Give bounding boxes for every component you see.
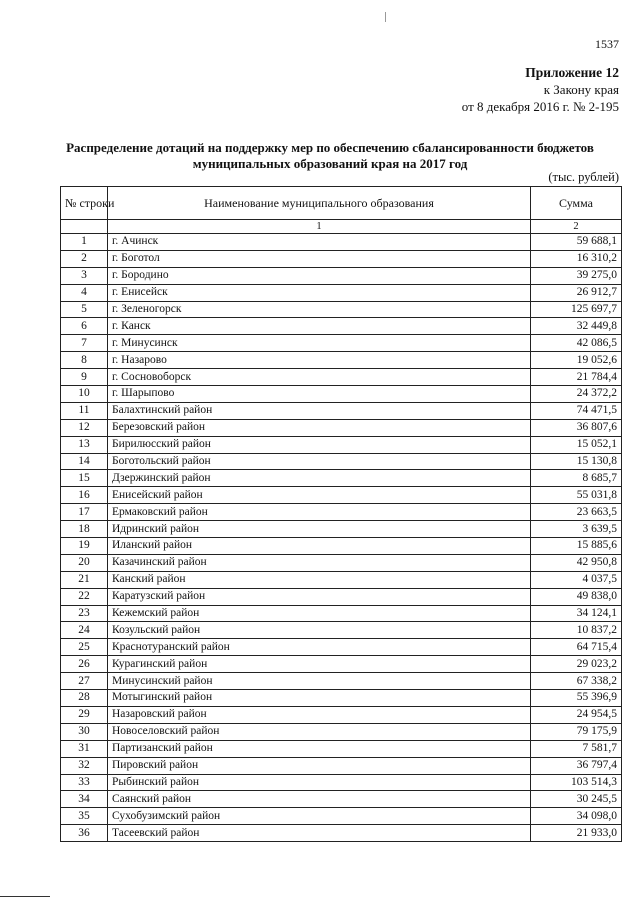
row-number: 35 bbox=[61, 808, 108, 825]
table-row bbox=[61, 386, 622, 403]
row-municipality-name: Балахтинский район bbox=[108, 402, 531, 419]
subsidy-table bbox=[60, 186, 622, 842]
row-municipality-name: Кежемский район bbox=[108, 605, 531, 622]
table-row bbox=[61, 825, 622, 842]
header-row-number: № строки bbox=[61, 187, 108, 220]
row-municipality-name: г. Назарово bbox=[108, 352, 531, 369]
table-header-row bbox=[61, 187, 622, 220]
appendix-line2: от 8 декабря 2016 г. № 2-195 bbox=[461, 99, 619, 114]
row-municipality-name: Минусинский район bbox=[108, 673, 531, 690]
table-row bbox=[61, 250, 622, 267]
document-title-line1: Распределение дотаций на поддержку мер по обеспечению сбалансированности бюджетов bbox=[66, 140, 594, 155]
row-sum: 3 639,5 bbox=[531, 521, 622, 538]
row-sum: 24 372,2 bbox=[531, 386, 622, 403]
document-title-line2: муниципальных образований края на 2017 год bbox=[192, 156, 468, 171]
row-sum: 19 052,6 bbox=[531, 352, 622, 369]
row-sum: 21 933,0 bbox=[531, 825, 622, 842]
table-row bbox=[61, 554, 622, 571]
row-number: 20 bbox=[61, 554, 108, 571]
table-row bbox=[61, 605, 622, 622]
table-row bbox=[61, 757, 622, 774]
row-number: 16 bbox=[61, 487, 108, 504]
row-sum: 79 175,9 bbox=[531, 723, 622, 740]
row-number: 13 bbox=[61, 436, 108, 453]
row-sum: 32 449,8 bbox=[531, 318, 622, 335]
row-municipality-name: Бирилюсский район bbox=[108, 436, 531, 453]
table-row bbox=[61, 487, 622, 504]
row-sum: 30 245,5 bbox=[531, 791, 622, 808]
row-sum: 24 954,5 bbox=[531, 706, 622, 723]
scan-mark bbox=[385, 12, 386, 22]
row-number: 25 bbox=[61, 639, 108, 656]
table-row bbox=[61, 571, 622, 588]
row-number: 15 bbox=[61, 470, 108, 487]
row-municipality-name: Новоселовский район bbox=[108, 723, 531, 740]
table-row bbox=[61, 791, 622, 808]
table-row bbox=[61, 588, 622, 605]
row-sum: 34 098,0 bbox=[531, 808, 622, 825]
row-municipality-name: Козульский район bbox=[108, 622, 531, 639]
row-municipality-name: Дзержинский район bbox=[108, 470, 531, 487]
index-cell-empty bbox=[61, 220, 108, 234]
row-number: 29 bbox=[61, 706, 108, 723]
table-row bbox=[61, 723, 622, 740]
row-number: 21 bbox=[61, 571, 108, 588]
units-label: (тыс. рублей) bbox=[548, 170, 619, 184]
table-row bbox=[61, 352, 622, 369]
row-municipality-name: г. Зеленогорск bbox=[108, 301, 531, 318]
table-row bbox=[61, 673, 622, 690]
row-sum: 34 124,1 bbox=[531, 605, 622, 622]
row-number: 2 bbox=[61, 250, 108, 267]
appendix-line1: к Закону края bbox=[543, 82, 619, 97]
table-row bbox=[61, 419, 622, 436]
row-sum: 7 581,7 bbox=[531, 740, 622, 757]
row-sum: 49 838,0 bbox=[531, 588, 622, 605]
row-municipality-name: г. Енисейск bbox=[108, 284, 531, 301]
row-sum: 15 130,8 bbox=[531, 453, 622, 470]
footer-divider bbox=[0, 896, 50, 897]
table-row bbox=[61, 656, 622, 673]
row-municipality-name: Березовский район bbox=[108, 419, 531, 436]
row-number: 26 bbox=[61, 656, 108, 673]
index-cell-sum: 2 bbox=[531, 220, 622, 234]
index-cell-name: 1 bbox=[108, 220, 531, 234]
table-row bbox=[61, 267, 622, 284]
row-number: 6 bbox=[61, 318, 108, 335]
row-number: 28 bbox=[61, 690, 108, 707]
table-row bbox=[61, 622, 622, 639]
row-municipality-name: Казачинский район bbox=[108, 554, 531, 571]
table-body bbox=[61, 234, 622, 842]
row-sum: 74 471,5 bbox=[531, 402, 622, 419]
row-sum: 29 023,2 bbox=[531, 656, 622, 673]
row-sum: 23 663,5 bbox=[531, 504, 622, 521]
row-number: 19 bbox=[61, 538, 108, 555]
row-sum: 39 275,0 bbox=[531, 267, 622, 284]
appendix-block bbox=[462, 64, 619, 115]
row-number: 12 bbox=[61, 419, 108, 436]
row-sum: 103 514,3 bbox=[531, 774, 622, 791]
row-sum: 42 950,8 bbox=[531, 554, 622, 571]
row-number: 14 bbox=[61, 453, 108, 470]
table-row bbox=[61, 470, 622, 487]
table-row bbox=[61, 453, 622, 470]
table-row bbox=[61, 538, 622, 555]
row-municipality-name: Назаровский район bbox=[108, 706, 531, 723]
row-number: 17 bbox=[61, 504, 108, 521]
row-municipality-name: Канский район bbox=[108, 571, 531, 588]
row-sum: 36 797,4 bbox=[531, 757, 622, 774]
row-number: 33 bbox=[61, 774, 108, 791]
row-number: 4 bbox=[61, 284, 108, 301]
page-number: 1537 bbox=[595, 37, 619, 51]
row-municipality-name: Боготольский район bbox=[108, 453, 531, 470]
table-row bbox=[61, 740, 622, 757]
row-sum: 36 807,6 bbox=[531, 419, 622, 436]
row-municipality-name: Саянский район bbox=[108, 791, 531, 808]
row-municipality-name: г. Ачинск bbox=[108, 234, 531, 251]
row-municipality-name: Ермаковский район bbox=[108, 504, 531, 521]
table-row bbox=[61, 369, 622, 386]
row-municipality-name: Партизанский район bbox=[108, 740, 531, 757]
row-number: 8 bbox=[61, 352, 108, 369]
row-municipality-name: г. Канск bbox=[108, 318, 531, 335]
header-municipality-name: Наименование муниципального образования bbox=[108, 187, 531, 220]
table-row bbox=[61, 521, 622, 538]
table-row bbox=[61, 436, 622, 453]
table-row bbox=[61, 706, 622, 723]
row-number: 18 bbox=[61, 521, 108, 538]
row-sum: 21 784,4 bbox=[531, 369, 622, 386]
row-number: 11 bbox=[61, 402, 108, 419]
row-number: 10 bbox=[61, 386, 108, 403]
row-municipality-name: Рыбинский район bbox=[108, 774, 531, 791]
row-number: 36 bbox=[61, 825, 108, 842]
document-title bbox=[60, 140, 600, 172]
row-sum: 64 715,4 bbox=[531, 639, 622, 656]
row-municipality-name: Иланский район bbox=[108, 538, 531, 555]
row-number: 32 bbox=[61, 757, 108, 774]
row-number: 31 bbox=[61, 740, 108, 757]
row-sum: 55 396,9 bbox=[531, 690, 622, 707]
row-sum: 125 697,7 bbox=[531, 301, 622, 318]
row-municipality-name: Пировский район bbox=[108, 757, 531, 774]
table-row bbox=[61, 402, 622, 419]
row-municipality-name: г. Бородино bbox=[108, 267, 531, 284]
table-row bbox=[61, 318, 622, 335]
row-sum: 10 837,2 bbox=[531, 622, 622, 639]
row-municipality-name: Краснотуранский район bbox=[108, 639, 531, 656]
table-row bbox=[61, 690, 622, 707]
table-row bbox=[61, 504, 622, 521]
row-number: 7 bbox=[61, 335, 108, 352]
row-sum: 4 037,5 bbox=[531, 571, 622, 588]
row-number: 9 bbox=[61, 369, 108, 386]
row-number: 22 bbox=[61, 588, 108, 605]
row-municipality-name: г. Сосновоборск bbox=[108, 369, 531, 386]
row-number: 34 bbox=[61, 791, 108, 808]
row-municipality-name: г. Минусинск bbox=[108, 335, 531, 352]
row-number: 1 bbox=[61, 234, 108, 251]
row-sum: 15 052,1 bbox=[531, 436, 622, 453]
row-municipality-name: Идринский район bbox=[108, 521, 531, 538]
row-number: 23 bbox=[61, 605, 108, 622]
header-sum: Сумма bbox=[531, 187, 622, 220]
row-sum: 15 885,6 bbox=[531, 538, 622, 555]
row-sum: 16 310,2 bbox=[531, 250, 622, 267]
table-row bbox=[61, 335, 622, 352]
row-number: 27 bbox=[61, 673, 108, 690]
row-municipality-name: Мотыгинский район bbox=[108, 690, 531, 707]
table-row bbox=[61, 234, 622, 251]
table-row bbox=[61, 774, 622, 791]
appendix-title: Приложение 12 bbox=[525, 65, 619, 80]
row-municipality-name: Енисейский район bbox=[108, 487, 531, 504]
row-municipality-name: Курагинский район bbox=[108, 656, 531, 673]
row-sum: 55 031,8 bbox=[531, 487, 622, 504]
row-number: 3 bbox=[61, 267, 108, 284]
table-row bbox=[61, 639, 622, 656]
row-municipality-name: г. Боготол bbox=[108, 250, 531, 267]
row-sum: 26 912,7 bbox=[531, 284, 622, 301]
row-municipality-name: Тасеевский район bbox=[108, 825, 531, 842]
row-municipality-name: Каратузский район bbox=[108, 588, 531, 605]
row-sum: 8 685,7 bbox=[531, 470, 622, 487]
row-municipality-name: г. Шарыпово bbox=[108, 386, 531, 403]
row-sum: 67 338,2 bbox=[531, 673, 622, 690]
row-municipality-name: Сухобузимский район bbox=[108, 808, 531, 825]
table-row bbox=[61, 301, 622, 318]
table-row bbox=[61, 808, 622, 825]
row-number: 24 bbox=[61, 622, 108, 639]
row-sum: 59 688,1 bbox=[531, 234, 622, 251]
row-sum: 42 086,5 bbox=[531, 335, 622, 352]
row-number: 5 bbox=[61, 301, 108, 318]
table-index-row bbox=[61, 220, 622, 234]
row-number: 30 bbox=[61, 723, 108, 740]
table-row bbox=[61, 284, 622, 301]
